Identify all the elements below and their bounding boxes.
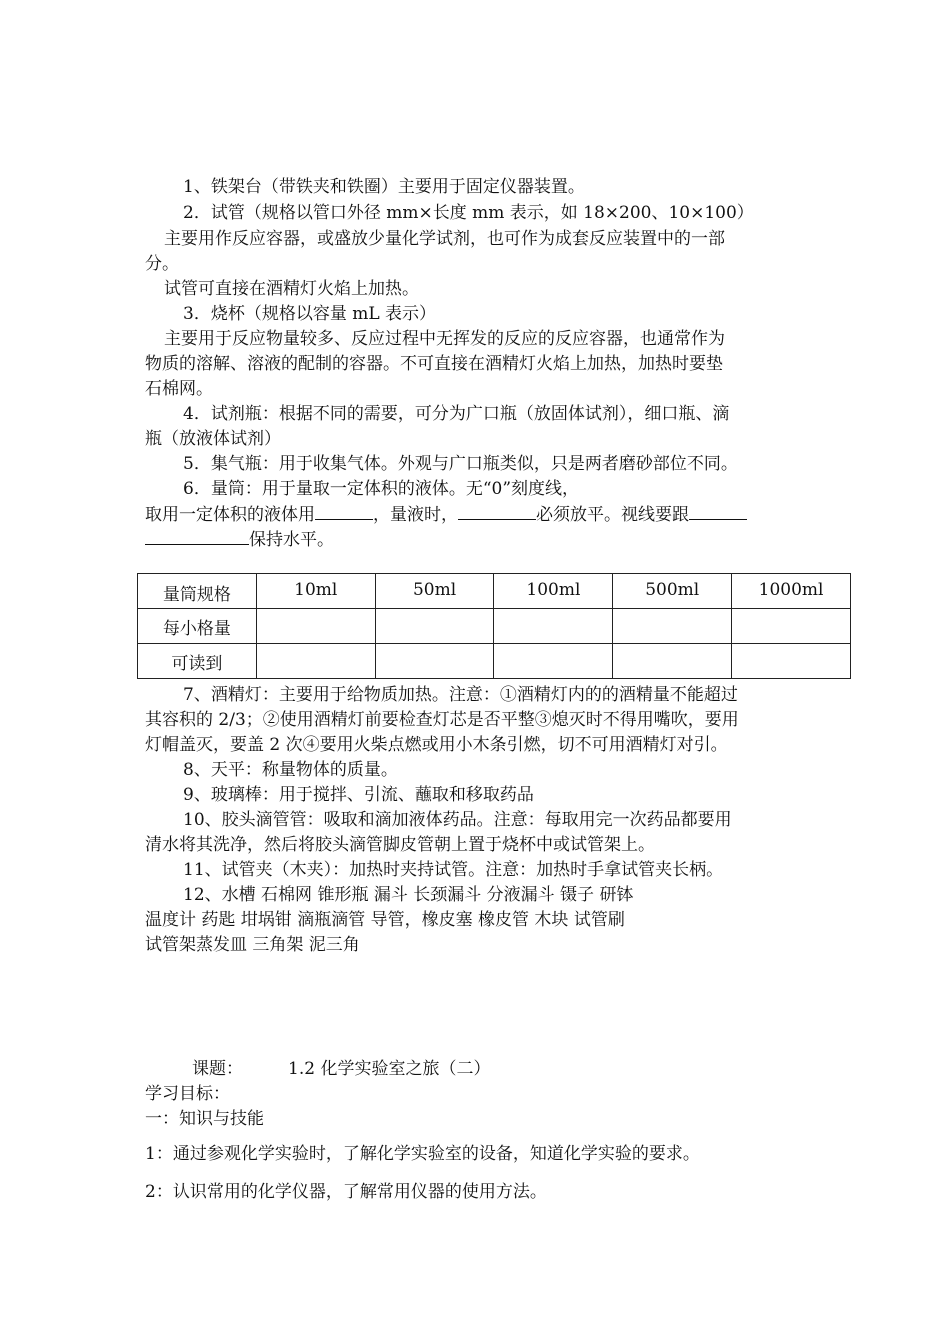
cylinder-spec-table <box>137 573 851 679</box>
line-glass-rod: 9、玻璃棒：用于搅拌、引流、蘸取和移取药品 <box>183 785 534 805</box>
blank-2 <box>458 504 536 520</box>
cylinder-text-c: 必须放平。视线要跟 <box>536 505 689 525</box>
objective-item-1: 1：通过参观化学实验时，了解化学实验室的设备，知道化学实验的要求。 <box>145 1144 700 1164</box>
table-cell <box>732 644 851 679</box>
line-other-apparatus-2: 温度计 药匙 坩埚钳 滴瓶滴管 导管，橡皮塞 橡皮管 木块 试管刷 <box>145 910 625 930</box>
line-test-tube-holder: 11、试管夹（木夹）：加热时夹持试管。注意：加热时手拿试管夹长柄。 <box>183 860 724 880</box>
blank-3 <box>689 504 747 520</box>
objective-item-2: 2：认识常用的化学仪器，了解常用仪器的使用方法。 <box>145 1182 547 1202</box>
line-reagent-bottle: 4．试剂瓶：根据不同的需要，可分为广口瓶（放固体试剂），细口瓶、滴 <box>183 404 730 424</box>
cylinder-text-b: ，量液时， <box>373 505 458 525</box>
line-dropper: 10、胶头滴管管：吸取和滴加液体药品。注意：每取用完一次药品都要用 <box>183 810 732 830</box>
table-cell: 50ml <box>375 574 494 609</box>
cylinder-text-d: 保持水平。 <box>249 530 334 550</box>
table-row <box>138 644 851 679</box>
table-cell: 10ml <box>256 574 375 609</box>
table-cell <box>375 644 494 679</box>
line-dropper-2: 清水将其洗净，然后将胶头滴管脚皮管朝上置于烧杯中或试管架上。 <box>145 835 655 855</box>
table-cell: 量筒规格 <box>138 574 257 609</box>
table-cell <box>375 609 494 644</box>
line-beaker-use-3: 石棉网。 <box>145 379 213 399</box>
line-iron-stand: 1、铁架台（带铁夹和铁圈）主要用于固定仪器装置。 <box>183 177 585 197</box>
line-alcohol-lamp: 7、酒精灯：主要用于给物质加热。注意：①酒精灯内的的酒精量不能超过 <box>183 685 738 705</box>
line-other-apparatus: 12、水槽 石棉网 锥形瓶 漏斗 长颈漏斗 分液漏斗 镊子 研钵 <box>183 885 634 905</box>
line-reagent-bottle-cont: 瓶（放液体试剂） <box>145 429 281 449</box>
table-cell <box>256 609 375 644</box>
lesson-title: 1.2 化学实验室之旅（二） <box>288 1059 491 1079</box>
table-cell <box>732 609 851 644</box>
line-alcohol-lamp-3: 灯帽盖灭，要盖 2 次④要用火柴点燃或用小木条引燃，切不可用酒精灯对引。 <box>145 735 728 755</box>
line-other-apparatus-3: 试管架蒸发皿 三角架 泥三角 <box>145 935 360 955</box>
line-balance: 8、天平：称量物体的质量。 <box>183 760 398 780</box>
line-test-tube-spec: 2．试管（规格以管口外径 mm×长度 mm 表示，如 18×200、10×100） <box>183 203 754 223</box>
section-knowledge-skills: 一：知识与技能 <box>145 1109 264 1129</box>
line-cylinder-fill-2 <box>145 529 334 550</box>
table-cell <box>613 644 732 679</box>
cylinder-text-a: 取用一定体积的液体用 <box>145 505 315 525</box>
table-cell <box>494 644 613 679</box>
line-alcohol-lamp-2: 其容积的 2/3；②使用酒精灯前要检查灯芯是否平整③熄灭时不得用嘴吹，要用 <box>145 710 739 730</box>
table-row <box>138 609 851 644</box>
line-cylinder-fill <box>145 504 747 525</box>
table-cell: 1000ml <box>732 574 851 609</box>
blank-1 <box>315 504 373 520</box>
table-cell <box>494 609 613 644</box>
line-gas-jar: 5．集气瓶：用于收集气体。外观与广口瓶类似，只是两者磨砂部位不同。 <box>183 454 738 474</box>
table-cell: 500ml <box>613 574 732 609</box>
table-cell <box>256 644 375 679</box>
table-cell: 每小格量 <box>138 609 257 644</box>
table-cell: 100ml <box>494 574 613 609</box>
line-cylinder: 6．量筒：用于量取一定体积的液体。无“0”刻度线， <box>183 479 580 499</box>
lesson-title-line <box>192 1059 490 1079</box>
table-cell: 可读到 <box>138 644 257 679</box>
line-beaker-spec: 3．烧杯（规格以容量 mL 表示） <box>183 304 437 324</box>
line-test-tube-use-cont: 分。 <box>145 254 179 274</box>
table-header-row <box>138 574 851 609</box>
line-test-tube-use: 主要用作反应容器，或盛放少量化学试剂，也可作为成套反应装置中的一部 <box>164 229 725 249</box>
lesson-label: 课题： <box>192 1059 243 1079</box>
blank-4 <box>145 529 249 545</box>
line-beaker-use-2: 物质的溶解、溶液的配制的容器。不可直接在酒精灯火焰上加热，加热时要垫 <box>145 354 723 374</box>
line-test-tube-heat: 试管可直接在酒精灯火焰上加热。 <box>164 279 419 299</box>
line-beaker-use: 主要用于反应物量较多、反应过程中无挥发的反应的反应容器，也通常作为 <box>164 329 725 349</box>
table-cell <box>613 609 732 644</box>
learning-objectives-heading: 学习目标： <box>145 1084 230 1104</box>
